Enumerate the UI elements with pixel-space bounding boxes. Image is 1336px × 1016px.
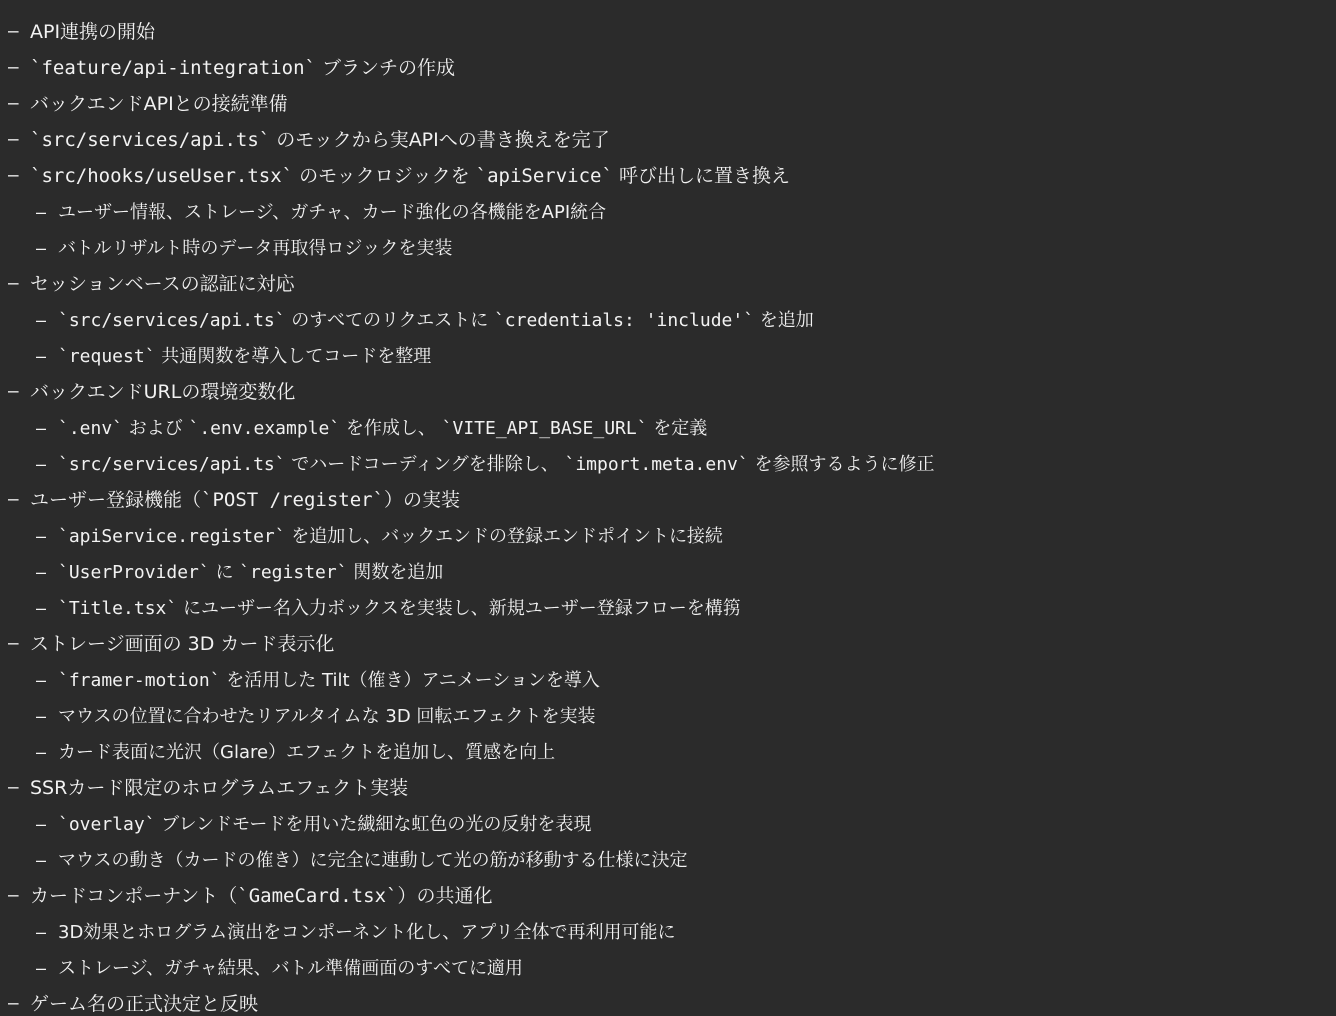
bullet-dash-icon: – xyxy=(36,238,47,258)
list-item xyxy=(0,950,1336,986)
list-item xyxy=(0,410,1336,446)
list-item-label: 3D効果とホログラム演出をコンポーネント化し、アプリ全体で再利用可能に xyxy=(58,922,676,943)
bullet-dash-icon: – xyxy=(8,489,19,510)
list-item xyxy=(0,914,1336,950)
list-item-label: ユーザー情報、ストレージ、ガチャ、カード強化の各機能をAPI統合 xyxy=(58,202,607,223)
bullet-dash-icon: – xyxy=(36,310,47,330)
list-item-label: `framer-motion` を活用した Tilt（傕き）アニメーションを導入 xyxy=(58,670,600,691)
list-item-label: バックエンドAPIとの接続準備 xyxy=(30,93,288,115)
list-item xyxy=(0,194,1336,230)
bullet-dash-icon: – xyxy=(8,57,19,78)
list-item-label: `request` 共通関数を導入してコードを整理 xyxy=(58,346,432,367)
list-item xyxy=(0,446,1336,482)
bullet-dash-icon: – xyxy=(36,454,47,474)
list-item xyxy=(0,122,1336,158)
list-item-label: API連携の開始 xyxy=(30,21,156,43)
list-item xyxy=(0,86,1336,122)
bullet-dash-icon: – xyxy=(36,670,47,690)
bullet-dash-icon: – xyxy=(36,922,47,942)
bullet-dash-icon: – xyxy=(8,21,19,42)
list-item-label: `src/services/api.ts` のすべてのリクエストに `credentials: 'include'` を追加 xyxy=(58,310,814,331)
list-item-label: バックエンドURLの環境変数化 xyxy=(30,381,296,403)
list-item-label: `UserProvider` に `register` 関数を追加 xyxy=(58,562,444,583)
list-item-label: ゲーム名の正式決定と反映 xyxy=(30,993,259,1015)
list-item xyxy=(0,734,1336,770)
list-item xyxy=(0,698,1336,734)
bullet-dash-icon: – xyxy=(36,418,47,438)
list-item xyxy=(0,770,1336,806)
list-item xyxy=(0,518,1336,554)
bullet-dash-icon: – xyxy=(36,706,47,726)
list-item-label: ユーザー登録機能（`POST /register`）の実装 xyxy=(30,489,461,511)
list-item xyxy=(0,482,1336,518)
list-item xyxy=(0,590,1336,626)
bullet-dash-icon: – xyxy=(8,381,19,402)
bullet-dash-icon: – xyxy=(36,742,47,762)
list-item-label: `apiService.register` を追加し、バックエンドの登録エンドポイントに接続 xyxy=(58,526,723,547)
bullet-dash-icon: – xyxy=(8,777,19,798)
bullet-dash-icon: – xyxy=(36,850,47,870)
bullet-dash-icon: – xyxy=(36,202,47,222)
list-item xyxy=(0,158,1336,194)
list-item xyxy=(0,50,1336,86)
list-item-label: `Title.tsx` にユーザー名入力ボックスを実装し、新規ユーザー登録フローを構箉 xyxy=(58,598,741,619)
list-item xyxy=(0,662,1336,698)
list-item xyxy=(0,842,1336,878)
list-item xyxy=(0,266,1336,302)
list-item-label: セッションベースの認証に対応 xyxy=(30,273,295,295)
list-item-label: マウスの位置に合わせたリアルタイムな 3D 回転エフェクトを実装 xyxy=(58,706,596,727)
list-item xyxy=(0,338,1336,374)
list-item xyxy=(0,986,1336,1016)
bullet-dash-icon: – xyxy=(8,165,19,186)
list-item xyxy=(0,806,1336,842)
bullet-dash-icon: – xyxy=(8,633,19,654)
bullet-dash-icon: – xyxy=(8,885,19,906)
list-item-label: SSRカード限定のホログラムエフェクト実装 xyxy=(30,777,409,799)
list-item-label: バトルリザルト時のデータ再取得ロジックを実装 xyxy=(58,238,453,259)
list-item-label: ストレージ、ガチャ結果、バトル準備画面のすべてに適用 xyxy=(58,958,523,979)
list-item xyxy=(0,374,1336,410)
list-item-label: `.env` および `.env.example` を作成し、 `VITE_API_BASE_URL` を定義 xyxy=(58,418,708,439)
list-item-label: `src/services/api.ts` でハードコーディングを排除し、 `import.meta.env` を参照するように修正 xyxy=(58,454,935,475)
bullet-dash-icon: – xyxy=(36,598,47,618)
list-item-label: カードコンポーナント（`GameCard.tsx`）の共通化 xyxy=(30,885,493,907)
list-item xyxy=(0,302,1336,338)
bullet-dash-icon: – xyxy=(8,993,19,1014)
list-item xyxy=(0,14,1336,50)
bullet-dash-icon: – xyxy=(8,273,19,294)
list-item-label: マウスの動き（カードの傕き）に完全に連動して光の筋が移動する仕様に決定 xyxy=(58,850,688,871)
bullet-dash-icon: – xyxy=(36,958,47,978)
bullet-dash-icon: – xyxy=(36,562,47,582)
bullet-dash-icon: – xyxy=(36,814,47,834)
list-item-label: ストレージ画面の 3D カード表示化 xyxy=(30,633,335,655)
list-item-label: `feature/api-integration` ブランチの作成 xyxy=(30,57,456,79)
bullet-dash-icon: – xyxy=(36,526,47,546)
list-item xyxy=(0,230,1336,266)
list-item xyxy=(0,554,1336,590)
list-item xyxy=(0,626,1336,662)
list-item-label: カード表面に光沢（Glare）エフェクトを追加し、質感を向上 xyxy=(58,742,556,763)
list-item-label: `src/services/api.ts` のモックから実APIへの書き換えを完了 xyxy=(30,129,610,151)
bullet-dash-icon: – xyxy=(8,93,19,114)
bullet-dash-icon: – xyxy=(8,129,19,150)
list-item-label: `overlay` ブレンドモードを用いた繊細な虹色の光の反射を表現 xyxy=(58,814,592,835)
bullet-dash-icon: – xyxy=(36,346,47,366)
list-item xyxy=(0,878,1336,914)
list-item-label: `src/hooks/useUser.tsx` のモックロジックを `apiService` 呼び出しに置き換え xyxy=(30,165,790,187)
